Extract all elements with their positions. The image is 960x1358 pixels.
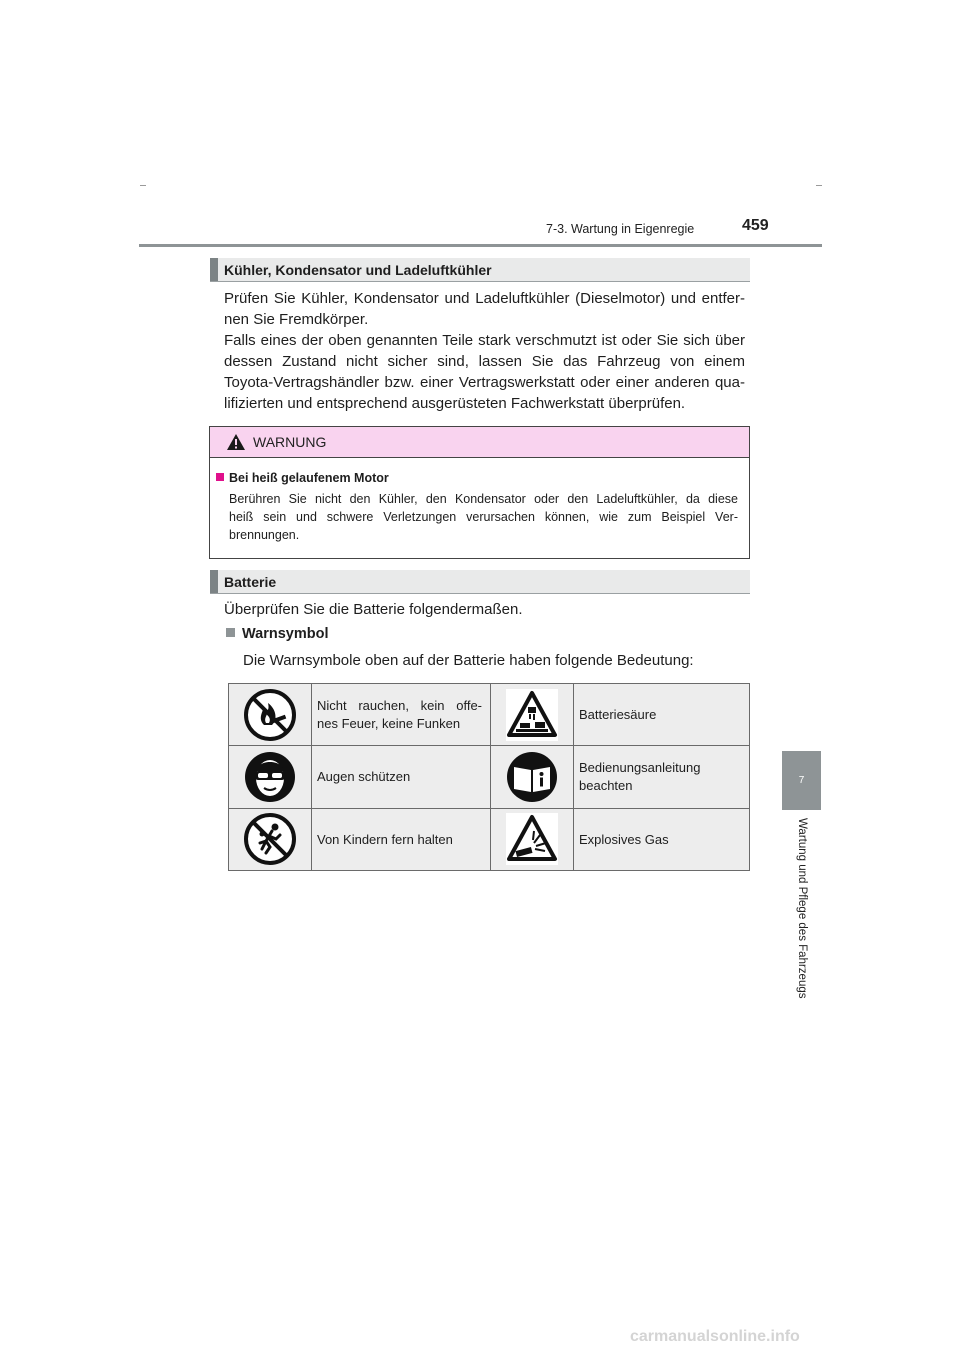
symbol-cell [491,684,574,746]
page-number: 459 [742,217,769,234]
symbol-label [574,746,750,808]
symbol-label-line: Bedienungsanleitung [579,760,701,776]
symbol-label [312,808,491,870]
symbol-label-line: Augen schützen [317,769,411,785]
symbol-label [574,684,750,746]
crop-mark-right [816,185,822,186]
battery-acid-icon [506,689,558,741]
battery-intro: Überprüfen Sie die Batterie folgendermaßen. [224,601,523,618]
paragraph-line: Toyota-Vertragshändler bzw. einer Vertragswerkstatt oder einer anderen qua- [224,374,745,391]
running-header-section: 7-3. Wartung in Eigenregie [546,222,695,236]
bullet-heading [226,626,328,642]
grey-square-bullet-icon [226,628,235,637]
warning-subheading [216,471,389,485]
bullet-text: Die Warnsymbole oben auf der Batterie haben folgende Bedeutung: [243,652,694,669]
warning-triangle-icon [226,433,246,451]
chapter-tab: 7 [782,751,821,810]
eye-protection-icon [244,751,296,803]
read-manual-icon [506,751,558,803]
paragraph-line: lifizierten und entsprechend ausgerüsteten Fachwerkstatt überprüfen. [224,395,686,412]
warning-body-line: brennungen. [229,528,300,542]
crop-mark-left [140,185,146,186]
symbol-label [312,746,491,808]
paragraph-line: dessen Zustand nicht sicher sind, lassen Sie das Fahrzeug von einem [224,353,745,370]
section-heading-bar [210,570,218,593]
bullet-heading-text: Warnsymbol [242,626,329,642]
symbol-label [312,684,491,746]
chapter-title-vertical: Wartung und Pflege des Fahrzeugs [796,818,808,999]
paragraph-line: Prüfen Sie Kühler, Kondensator und Ladeluftkühler (Dieselmotor) und entfer- [224,290,745,307]
radiator-paragraph [224,288,745,414]
warning-symbols-table [228,683,750,871]
warning-header [210,427,749,458]
warning-subheading-text: Bei heiß gelaufenem Motor [229,471,389,485]
warning-body [229,490,738,544]
symbol-label-line: Von Kindern fern halten [317,831,453,847]
symbol-cell [229,684,312,746]
table-row [229,746,750,808]
symbol-label-line: beachten [579,777,633,793]
warning-body-line: heiß sein und schwere Verletzungen verursachen können, wie zum Beispiel Ver- [229,510,738,524]
table-row [229,808,750,870]
paragraph-line: nen Sie Fremdkörper. [224,311,369,328]
symbol-label-line: nes Feuer, keine Funken [317,715,461,731]
warning-box [209,426,750,559]
symbol-label-line: Batteriesäure [579,706,657,722]
explosive-gas-icon [506,813,558,865]
section-heading-bar [210,258,218,281]
pink-square-bullet-icon [216,473,224,481]
symbol-cell [229,746,312,808]
symbol-cell [491,746,574,808]
keep-away-from-children-icon [244,813,296,865]
no-smoking-no-fire-icon [244,689,296,741]
section-heading-text: Batterie [224,574,277,590]
symbol-label-line: Nicht rauchen, kein offe- [317,698,482,714]
header-rule [139,244,822,247]
watermark: carmanualsonline.info [630,1328,800,1345]
warning-body-line: Berühren Sie nicht den Kühler, den Kondensator oder den Ladeluftkühler, da diese [229,492,738,506]
symbol-cell [491,808,574,870]
symbol-label-line: Explosives Gas [579,831,669,847]
symbol-cell [229,808,312,870]
table-row [229,684,750,746]
symbol-label [574,808,750,870]
section-heading-battery [210,570,750,594]
section-heading-radiator [210,258,750,282]
paragraph-line: Falls eines der oben genannten Teile stark verschmutzt ist oder Sie sich über [224,332,745,349]
warning-label: WARNUNG [253,434,327,450]
section-heading-text: Kühler, Kondensator und Ladeluftkühler [224,262,492,278]
